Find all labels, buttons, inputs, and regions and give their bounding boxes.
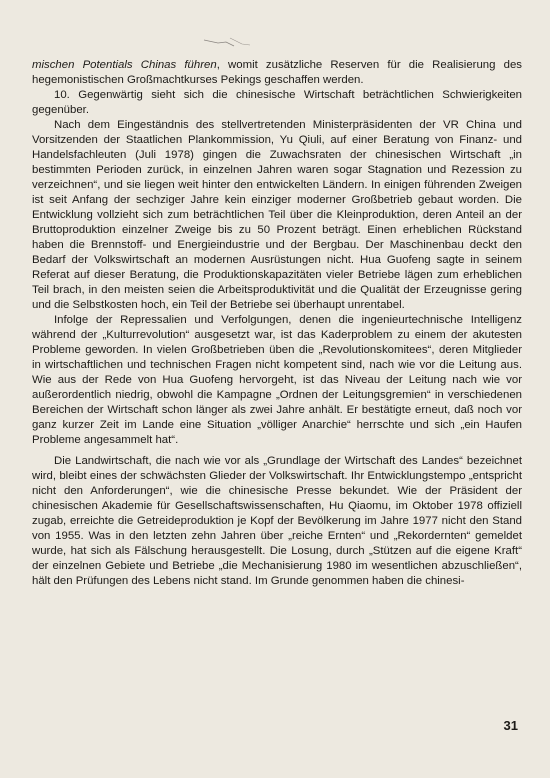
paragraph-continuation: [32, 58, 522, 88]
paragraph-kaderproblem: Infolge der Repressalien und Verfolgungen, denen die ingenieurtechnische Intelligenz während der „Kulturrevolution“ ausgesetzt war, ist das Kaderproblem zu einem der akutesten Probleme geworden. In vielen Großbetrieben üben die „Revolutionskomitees“, deren Mitglieder in wirtschaftlichen und technischen Fragen nicht kompetent sind, nach wie vor die Leitung aus. Wie aus der Rede von Hua Guofeng hervorgeht, ist das Niveau der Leitung nach wie vor außerordentlich niedrig, obwohl die Kampagne „Ordnen der Leitungsgremien“ in verschiedenen Bereichen der Wirtschaft schon länger als zwei Jahre anhält. Er bestätigte erneut, daß noch vor ganz kurzer Zeit im Lande eine Situation „völliger Anarchie“ herrschte und sich „ein Haufen Probleme angesammelt hat“.: [32, 314, 522, 446]
emphasized-phrase: mischen Potentials Chinas führen: [32, 59, 217, 71]
page-number: 31: [503, 718, 518, 733]
paragraph-landwirtschaft: Die Landwirtschaft, die nach wie vor als „Grundlage der Wirtschaft des Landes“ bezeichnet wird, bleibt eines der schwächsten Glieder der Volkswirtschaft. Ihr Entwicklungstempo „entspricht nicht den Anforderungen“, wie die chinesische Presse bekundet. Wie der Präsident der chinesischen Akademie für Gesellschaftswissenschaften, Hu Qiaomu, im Oktober 1978 offiziell zugab, erreichte die Getreideproduktion je Kopf der Bevölkerung im Jahre 1977 nicht den Stand von 1955. Was in den letzten zehn Jahren über „reiche Ernten“ und „Rekordernten“ gemeldet wurde, hat sich als Fälschung herausgestellt. Die Losung, durch „Stützen auf die eigene Kraft“ der einzelnen Gebiete und Betriebe „die Mechanisierung 1980 im wesentlichen abzuschließen“, hält den Prüfungen des Lebens nicht stand. Im Grunde genommen haben die chinesi-: [32, 455, 522, 587]
paragraph-yu-qiuli: Nach dem Eingeständnis des stellvertretenden Ministerpräsidenten der VR China und Vorsitzenden der Staatlichen Plankommission, Yu Qiuli, auf einer Beratung von Finanz- und Handelsfachleuten (Juli 1978) gingen die Zuwachsraten der chinesischen Wirtschaft „in bestimmten Perioden zurück, in einzelnen Jahren waren sogar Stagnation und Rezession zu verzeichnen“, und sie liegen weit hinter den entwickelten Ländern. In einigen führenden Zweigen ist seit Anfang der sechziger Jahre kein einziger moderner Großbetrieb gebaut worden. Die Entwicklung vollzieht sich zum beträchtlichen Teil über die Kleinproduktion, deren Anteil an der Bruttoproduktion einzelner Zweige bis zu 50 Prozent beträgt. Einen erheblichen Rückstand haben die Brennstoff- und Energieindustrie und der Bergbau. Der Maschinenbau deckt den Bedarf der Volkswirtschaft an modernen Ausrüstungen nicht. Hua Guofeng sagte in seinem Referat auf dieser Beratung, die Produktionskapazitäten vieler Betriebe lägen zum erheblichen Teil brach, in den meisten seien die Arbeitsproduktivität und die Qualität der Erzeugnisse gering und die Selbstkosten hoch, ein Teil der Betriebe sei überhaupt unrentabel.: [32, 119, 522, 311]
body-text: [32, 58, 522, 589]
print-smudge-mark: [200, 34, 260, 50]
paragraph-section-10: 10. Gegenwärtig sieht sich die chinesische Wirtschaft beträchtlichen Schwierigkeiten gegenüber.: [32, 89, 522, 116]
paragraph-continuation-rest: , womit zusätzliche Reserven für die Realisierung des hegemonistischen Großmachtkurses Pekings geschaffen werden.: [32, 59, 522, 86]
